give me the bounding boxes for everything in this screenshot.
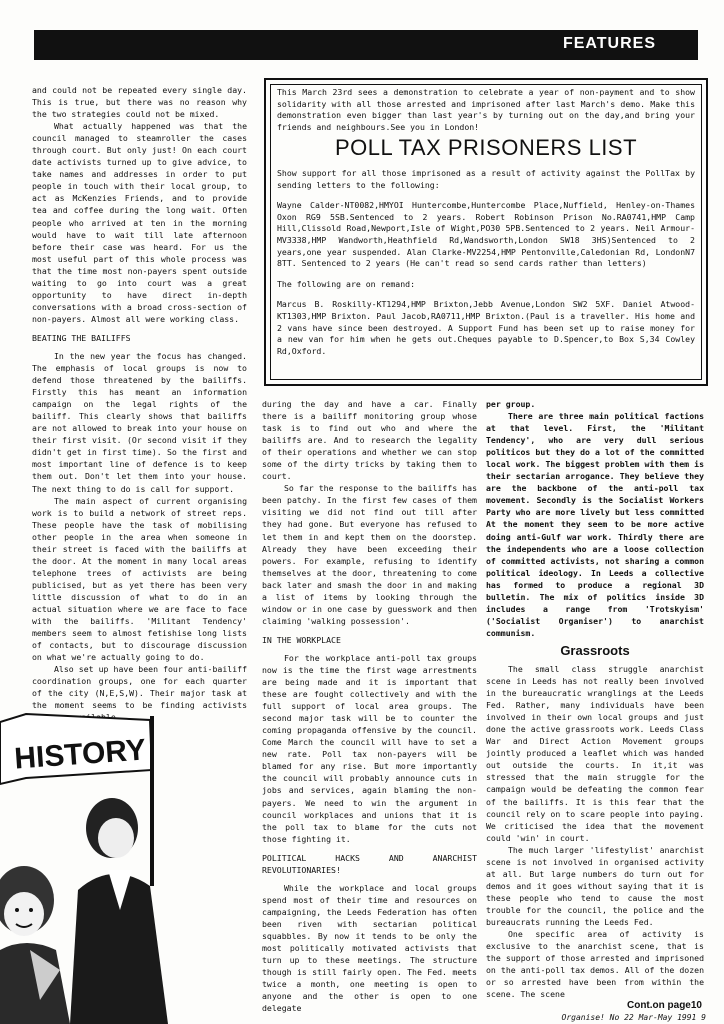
banner-flag-icon: [0, 714, 154, 886]
column-3: [486, 398, 704, 1003]
protest-illustration: [0, 700, 250, 1024]
prisoners-list-inner: [270, 84, 702, 380]
protester-figure-left-icon: [0, 866, 70, 1024]
paragraph: One specific area of activity is exclusive to the anarchist scene, that is the support of those arrested and imprisoned on the anti-poll tax demos. All of the dozen or so arrested have been from within the scene. The scene: [486, 929, 704, 1000]
subheading: POLITICAL HACKS AND ANARCHIST REVOLUTIONARIES!: [262, 852, 477, 875]
paragraph: In the new year the focus has changed. The emphasis of local groups is now to defend those threatened by the bailiffs. Firstly this has meant an information campaign on the legal rights of the bailiff. This clearly shows that bailiffs are not allowed to break into your house on their first visit. (Or second visit if they didn't get in first time). So the first and most important line of defence is to keep them out. Don't let them into your house. The next thing to do is call for support.: [32, 350, 247, 494]
paragraph: during the day and have a car. Finally there is a bailiff monitoring group whose task is to find out who and where the bailiffs are. And to research the legality of their operations and whether we can stop some of the dirty tricks by taking them to court.: [262, 399, 477, 482]
prisoners-list-box: [264, 78, 708, 386]
banner-flag-text: HISTORY: [13, 733, 148, 776]
paragraph: The much larger 'lifestylist' anarchist scene is not involved in organised activity at all. But large numbers do turn out for demos and it goes without saying that it is these people who tend to cause the most trouble for the council, the police and the bureaucrats running the Leeds Fed.: [486, 844, 704, 927]
paragraph: and could not be repeated every single day. This is true, but there was no reason why the two strategies could not be mixed.: [32, 85, 247, 120]
paragraph: Also set up have been four anti-bailiff coordination groups, one for each quarter of the city (N,E,S,W). Their major task at the moment seems to be finding activists: [32, 664, 247, 711]
prisoners-list-title: POLL TAX PRISONERS LIST: [334, 135, 638, 161]
subheading-grassroots: Grassroots: [560, 642, 630, 658]
paragraph: There are three main political factions at that level. First, the 'Militant Tendency', who are very dull serious politicos but they do a lot of the committed local work. The biggest problem with them is their sectarian arrogance. They believe they are the backbone of the anti-poll tax movement. Secondly is the Socialist Workers Party who are more lively but less committed At the moment they seem to be more active doing anti-Gulf war work. Thirdly there are the independents who are a loose collection of committed activists, not sharing a common political ideology. In Leeds a collective has formed to produce a regional 3D bulletin. The mix of politics inside 3D includes a range from 'Trotskyism' ('Socialist Organiser') to anarchist communism.: [486, 411, 704, 638]
column-2: [262, 398, 477, 1018]
section-title: FEATURES: [562, 35, 656, 52]
remand-addresses: Marcus B. Roskilly-KT1294,HMP Brixton,Jebb Avenue,London SW2 5XF. Daniel Atwood-KT1303,HMP Brixton. Paul Jacob,RA0711,HMP Brixton.(Paul is a traveller. His home and 2 vans have since been destroyed. A Support Fund has been set up to raise money for a new van for him when he gets out.Cheques payable to D.Spencer,to Box S,34 Cowley Rd,Oxford.: [277, 299, 695, 356]
paragraph: per group.: [486, 399, 536, 409]
paragraph: The small class struggle anarchist scene in Leeds has not really been involved in the bureaucratic wranglings at the Leeds Fed. Rather, many individuals have been involved in their own local groups and just done the active grassroots work. Leeds Class War and Direct Action Movement groups jointly produced a leaflet which was handed out outside the courts. In it,it was stressed that the main struggle for the campaign would be defeating the common fear of the bailiffs. It is this fear that the council rely on to scare people into paying. We criticised the idea that the movement could 'win' in court.: [486, 663, 704, 843]
remand-heading: The following are on remand:: [277, 278, 416, 289]
paragraph: What actually happened was that the council managed to steamroller the cases through court. But only just! On each court date activists turned up to give advice, to take names and addresses in order to put people in touch with their local group, to act as McKenzies Friends, and to provide tea and coffee during the long wait. Often people who arrived at ten in the morning would have to wait till late afternoon before their case was heard. For us the most useful part of this whole process was that the time most non-payers spent outside waiting to go into court was a great opportunity to have direct in-depth conversations with a broad cross-section of non-payers. Almost all were working class.: [32, 121, 247, 324]
support-text: Show support for all those imprisoned as a result of activity against the PollTax by sending letters to the following:: [277, 167, 695, 190]
demo-intro: This March 23rd sees a demonstration to celebrate a year of non-payment and to show solidarity with all those arrested and imprisoned after last March's demo. Make this demonstration even bigger than last year's by turning out on the day,and bring your friends and neighbours.See you in London!: [277, 87, 695, 132]
paragraph: For the workplace anti-poll tax groups now is the time the first wage arrestments are being made and it is important that these are fought collectively and with the full support of local area groups. The second major task will be to counter the coming propaganda offensive by the council. Come March the council will have to set a new rate. Poll tax non-payers will be blamed for any rise. But more importantly the council will probably announce cuts in jobs and services, again blaming the non-payers. We need to win the argument in council workplaces and unions that it is the poll tax to blame for the cuts not those fighting it.: [262, 652, 477, 844]
paragraph: While the workplace and local groups spend most of their time and resources on campaigning, the Leeds Federation has often been riven with sectarian political squabbles. By now it tends to be only the most politically motivated activists that turn up to these meetings. The structure though is still fairly open. The Fed. meets twice a month, one meeting is open to anyone and the other is open to one delegate: [262, 882, 477, 1014]
column-1: [32, 84, 247, 711]
prisoners-addresses: Wayne Calder-NT0082,HMYOI Huntercombe,Huntercombe Place,Nuffield, Henley-on-Thames Oxon RG9 5SB.Sentenced to 2 years. Robert Robinson Prison No.RA0741,HMP Camp Hill,Clissold Road,Newport,Isle of Wight,PO30 5PB.Sentenced to 2 years. Neil Armour-MV3338,HMP Wandworth,Heathfield Rd,Wandsworth,London SW18 3HS)Sentenced to 2 years,one year suspended. Alan Clarke-MV2254,HMP Pentonville,Caledonian Rd, LondonN7 8TT. Sentenced to 2 years (He can't read so send cards rather than letters): [277, 200, 695, 269]
page-footer: Organise! No 22 Mar-May 1991 9: [561, 1013, 706, 1022]
paragraph: The main aspect of current organising work is to build a network of street reps. These people have the task of mobilising other people in the area when someone in their street is faced with the bailiffs at the door. At the moment in many local areas telephone trees of activists are being publicised, but as yet there has been very little discussion of what to do in an actual situation where we are face to face with the bailiffs. 'Militant Tendency' members seem to almost fetishise long lists of contacts, but to discourage discussion on what we're actually going to do.: [32, 495, 247, 663]
subheading: BEATING THE BAILIFFS: [32, 332, 131, 343]
section-banner: [34, 30, 698, 60]
continued-notice: Cont.on page10: [626, 1000, 702, 1011]
subheading: IN THE WORKPLACE: [262, 634, 341, 645]
paragraph: So far the response to the bailiffs has been patchy. In the first few cases of them visiting we did not find out till after they had gone. But everyone has refused to let them in and kept them on the doorstep. Already they have been exceeding their powers. For example, refusing to identify themselves at the door, threatening to come back later and smash the door in and making a list of items by looking through the window or in one case by guesswork and then claiming 'walking possession'.: [262, 483, 477, 626]
